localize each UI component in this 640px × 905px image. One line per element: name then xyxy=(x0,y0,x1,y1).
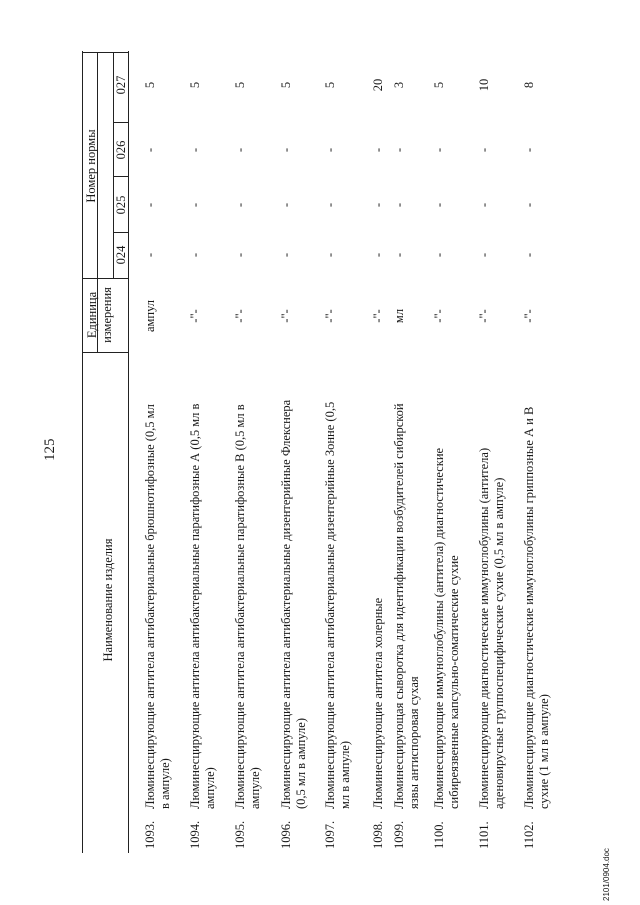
row-value-027: 5 xyxy=(279,81,293,89)
row-value-026: - xyxy=(522,147,536,153)
header-col-024: 024 xyxy=(114,245,128,265)
row-value-026: - xyxy=(323,147,337,153)
row-unit: -"- xyxy=(188,309,202,323)
row-value-024: - xyxy=(371,252,385,258)
row-value-025: - xyxy=(371,202,385,208)
row-value-027: 5 xyxy=(233,81,247,89)
row-item-name: Люминесцирующие антитела антибактериальные дизентерийные Зонне (0,5 мл в ампуле) xyxy=(323,401,352,809)
row-number: 1093. xyxy=(143,820,157,849)
header-col-025: 025 xyxy=(114,195,128,215)
row-unit: -"- xyxy=(323,309,337,323)
row-value-024: - xyxy=(143,252,157,258)
row-item-name: Люминесцирующие антитела антибактериальные паратифозные А (0,5 мл в ампуле) xyxy=(188,403,217,809)
row-value-025: - xyxy=(477,202,491,208)
row-number: 1100. xyxy=(432,821,446,849)
row-number: 1095. xyxy=(233,820,247,849)
row-number: 1097. xyxy=(323,820,337,849)
row-number: 1102. xyxy=(522,821,536,849)
row-unit: -"- xyxy=(477,309,491,323)
row-item-name: Люминесцирующая сыворотка для идентификации возбудителей сибирской язвы антиспоровая сухая xyxy=(392,403,421,809)
row-value-025: - xyxy=(392,202,406,208)
row-value-024: - xyxy=(233,252,247,258)
row-value-026: - xyxy=(371,147,385,153)
row-unit: ампул xyxy=(143,299,157,333)
row-unit: -"- xyxy=(233,309,247,323)
col-divider-name xyxy=(82,352,128,353)
row-value-024: - xyxy=(477,252,491,258)
page-number: 125 xyxy=(42,438,58,461)
row-item-name: Люминесцирующие диагностические иммуноглобулины (антитела) аденовирусные группоспецифические сухие (0,5 мл в ампуле) xyxy=(477,447,506,809)
row-item-name: Люминесцирующие антитела холерные xyxy=(371,597,385,809)
row-value-026: - xyxy=(143,147,157,153)
row-value-026: - xyxy=(477,147,491,153)
header-col-026: 026 xyxy=(114,140,128,160)
row-value-025: - xyxy=(323,202,337,208)
row-value-026: - xyxy=(188,147,202,153)
row-value-026: - xyxy=(432,147,446,153)
row-unit: -"- xyxy=(279,309,293,323)
row-value-025: - xyxy=(143,202,157,208)
row-item-name: Люминесцирующие антитела антибактериальные брюшнотифозные (0,5 мл в ампуле) xyxy=(143,404,172,809)
row-value-027: 20 xyxy=(371,78,385,92)
row-unit: -"- xyxy=(432,309,446,323)
row-unit: -"- xyxy=(371,309,385,323)
row-value-025: - xyxy=(432,202,446,208)
row-value-024: - xyxy=(279,252,293,258)
row-number: 1101. xyxy=(477,821,491,849)
row-value-026: - xyxy=(233,147,247,153)
row-item-name: Люминесцирующие антитела антибактериальные дизентерийные Флекснера (0,5 мл в ампуле) xyxy=(279,399,308,809)
row-number: 1094. xyxy=(188,820,202,849)
row-value-024: - xyxy=(522,252,536,258)
row-value-027: 5 xyxy=(143,81,157,89)
row-value-025: - xyxy=(522,202,536,208)
header-bottom-rule xyxy=(128,51,129,853)
row-unit: -"- xyxy=(522,309,536,323)
row-value-027: 5 xyxy=(188,81,202,89)
header-name: Наименование изделия xyxy=(101,538,115,662)
header-norm-number: Номер нормы xyxy=(84,129,98,203)
row-number: 1099. xyxy=(392,820,406,849)
row-value-025: - xyxy=(188,202,202,208)
row-value-027: 10 xyxy=(477,78,491,92)
col-divider-026 xyxy=(113,122,128,123)
row-value-027: 5 xyxy=(323,81,337,89)
header-unit-line-2: измерения xyxy=(100,287,114,343)
row-item-name: Люминесцирующие диагностические иммуноглобулины гриппозные А и В сухие (1 мл в ампуле) xyxy=(522,406,551,809)
row-value-024: - xyxy=(323,252,337,258)
header-col-027: 027 xyxy=(114,75,128,95)
row-value-027: 5 xyxy=(432,81,446,89)
row-value-024: - xyxy=(188,252,202,258)
footer-filename: 2101/0904.doc xyxy=(602,848,611,901)
row-value-027: 3 xyxy=(392,81,406,89)
row-value-025: - xyxy=(233,202,247,208)
row-unit: мл xyxy=(392,308,406,324)
row-value-026: - xyxy=(279,147,293,153)
row-value-024: - xyxy=(392,252,406,258)
header-unit-line-1: Единица xyxy=(85,291,99,339)
row-item-name: Люминесцирующие иммуноглобулины (антитела) диагностические сибиреязвенные капсульно-соматические сухие xyxy=(432,447,461,809)
row-value-026: - xyxy=(392,147,406,153)
row-number: 1098. xyxy=(371,820,385,849)
row-value-027: 8 xyxy=(522,81,536,89)
col-divider-unit xyxy=(82,278,128,279)
row-number: 1096. xyxy=(279,820,293,849)
col-divider-right xyxy=(82,52,128,53)
row-item-name: Люминесцирующие антитела антибактериальные паратифозные В (0,5 мл в ампуле) xyxy=(233,404,262,809)
table-top-rule xyxy=(82,51,83,853)
row-value-024: - xyxy=(432,252,446,258)
row-value-025: - xyxy=(279,202,293,208)
col-divider-025 xyxy=(113,176,128,177)
